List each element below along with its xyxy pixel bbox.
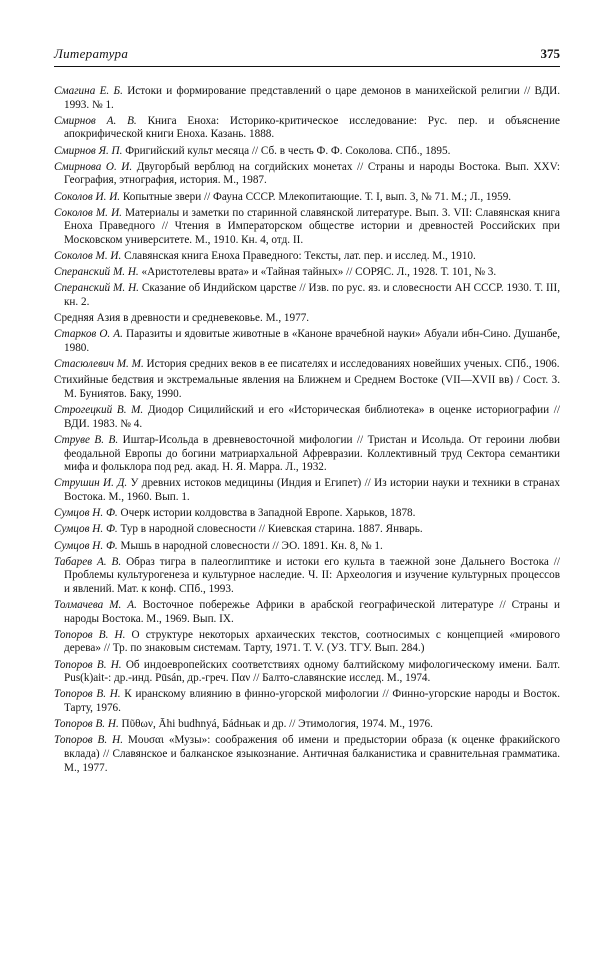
entry-author: Струве В. В. xyxy=(54,433,119,446)
bibliography-entry xyxy=(54,282,560,309)
entry-author: Топоров В. Н. xyxy=(54,658,122,671)
bibliography-list xyxy=(54,85,560,775)
entry-author: Табарев А. В. xyxy=(54,555,122,568)
entry-author: Топоров В. Н. xyxy=(54,718,119,731)
bibliography-entry xyxy=(54,477,560,504)
entry-author: Сумцов Н. Ф. xyxy=(54,523,118,536)
bibliography-entry xyxy=(54,688,560,715)
entry-author: Топоров В. Н. xyxy=(54,688,121,701)
bibliography-entry xyxy=(54,374,560,401)
bibliography-entry xyxy=(54,115,560,142)
entry-author: Смирнов Я. П. xyxy=(54,144,123,157)
entry-text: Копытные звери // Фауна СССР. Млекопитающие. Т. I, вып. 3, № 71. М.; Л., 1959. xyxy=(120,190,512,203)
entry-author: Строгецкий В. М. xyxy=(54,404,144,417)
entry-text: Стихийные бедствия и экстремальные явления на Ближнем и Среднем Востоке (VII—XVII вв) / Сост. З. М. Буниятов. Баку, 1990. xyxy=(54,374,560,400)
entry-author: Старков О. А. xyxy=(54,328,123,341)
entry-text: Фригийский культ месяца // Сб. в честь Ф. Ф. Соколова. СПб., 1895. xyxy=(122,144,451,157)
entry-text: «Аристотелевы врата» и «Тайная тайных» // СОРЯС. Л., 1928. Т. 101, № 3. xyxy=(138,266,497,279)
bibliography-entry xyxy=(54,328,560,355)
bibliography-entry xyxy=(54,145,560,159)
entry-text: История средних веков в ее писателях и исследованиях новейших ученых. СПб., 1906. xyxy=(143,358,560,371)
bibliography-entry xyxy=(54,434,560,475)
entry-author: Соколов И. И. xyxy=(54,190,121,203)
bibliography-entry xyxy=(54,734,560,775)
entry-text: К иранскому влиянию в финно-угорской мифологии // Финно-угорские народы и Восток. Тарту, 1976. xyxy=(64,688,561,714)
entry-text: Восточное побережье Африки в арабской географической литературе // Страны и народы Востока. М., 1969. Вып. IX. xyxy=(64,599,560,625)
bibliography-entry xyxy=(54,191,560,205)
entry-author: Топоров В. Н. xyxy=(54,628,126,641)
entry-text: Очерк истории колдовства в Западной Европе. Харьков, 1878. xyxy=(117,507,416,520)
entry-text: Двугорбый верблюд на согдийских монетах // Страны и народы Востока. Вып. XXV: География, этнография, история. М., 1987. xyxy=(64,160,560,187)
entry-author: Соколов М. И. xyxy=(54,206,122,219)
entry-author: Сумцов Н. Ф. xyxy=(54,507,118,520)
bibliography-entry xyxy=(54,85,560,112)
entry-text: Паразиты и ядовитые животные в «Каноне врачебной науки» Абуали ибн-Сино. Душанбе, 1980. xyxy=(64,328,560,355)
entry-author: Смирнова О. И. xyxy=(54,160,133,173)
entry-text: Сказание об Индийском царстве // Изв. по рус. яз. и словесности АН СССР. 1930. Т. III, кн. 2. xyxy=(64,282,560,309)
entry-text: Славянская книга Еноха Праведного: Тексты, лат. пер. и исслед. М., 1910. xyxy=(121,250,476,263)
entry-text: Образ тигра в палеоглиптике и истоки его культа в таежной зоне Дальнего Востока // Проблемы культурогенеза и культурное наследие. Ч. II: Археология и изучение культурных процессов и явлений. Мат. к конф. СПб., 1993. xyxy=(64,555,560,595)
bibliography-entry xyxy=(54,507,560,521)
bibliography-entry xyxy=(54,207,560,248)
bibliography-entry xyxy=(54,312,560,326)
entry-text: Средняя Азия в древности и средневековье. М., 1977. xyxy=(54,312,310,325)
entry-author: Толмачева М. А. xyxy=(54,599,137,612)
entry-author: Сумцов Н. Ф. xyxy=(54,539,118,552)
entry-text: У древних истоков медицины (Индия и Египет) // Из истории науки и техники в странах Востока. М., 1960. Вып. 1. xyxy=(64,477,560,503)
bibliography-entry xyxy=(54,540,560,554)
bibliography-entry xyxy=(54,718,560,732)
entry-author: Сперанский М. Н. xyxy=(54,266,139,279)
page-number: 375 xyxy=(540,46,560,61)
bibliography-entry xyxy=(54,266,560,280)
entry-text: Материалы и заметки по старинной славянской литературе. Вып. 3. VII: Славянская книга Еноха Праведного // Чтения в Императорском обществе истории и древностей Российских при Московском университете. М., 1910. Кн. 4, отд. II. xyxy=(64,206,560,246)
entry-text: Тур в народной словесности // Киевская старина. 1887. Январь. xyxy=(117,523,423,536)
entry-author: Соколов М. И. xyxy=(54,250,122,263)
entry-text: Об индоевропейских соответствиях одному балтийскому мифологическому имени. Балт. Pus(k)ait-: др.-инд. Pūsán, др.-греч. Παν // Балто-славянские исслед. М., 1974. xyxy=(64,658,560,685)
entry-text: О структуре некоторых архаических текстов, соотносимых с концепцией «мирового дерева» // Тр. по знаковым системам. Тарту, 1971. Т. V. (УЗ. ТГУ. Вып. 284.) xyxy=(64,628,560,655)
bibliography-entry xyxy=(54,659,560,686)
entry-text: Μουσαι «Музы»: соображения об имени и предыстории образа (к оценке фракийского вклада) // Славянское и балканское языкознание. Античная балканистика и сравнительная грамматика. М., 1977. xyxy=(64,734,560,774)
bibliography-entry xyxy=(54,250,560,264)
entry-author: Струшин И. Д. xyxy=(54,477,128,490)
entry-text: Истоки и формирование представлений о царе демонов в манихейской религии // ВДИ. 1993. № 1. xyxy=(64,85,561,111)
bibliography-entry xyxy=(54,358,560,372)
running-header xyxy=(54,46,560,67)
bibliography-entry xyxy=(54,523,560,537)
entry-author: Сперанский М. Н. xyxy=(54,282,139,295)
entry-author: Смирнов А. В. xyxy=(54,114,137,127)
entry-text: Πῦθων, Āhi budhnyá, Бádньак и др. // Этимология, 1974. М., 1976. xyxy=(118,718,433,731)
bibliography-entry xyxy=(54,599,560,626)
entry-author: Стасюлевич М. М. xyxy=(54,358,144,371)
bibliography-entry xyxy=(54,556,560,597)
entry-text: Иштар-Исольда в древневосточной мифологии // Тристан и Исольда. От героини любви феодальной Европы до богини матриархальной Афревразии. Коллективный труд Сектора семантики мифа и фольклора под ред. акад. Н. Я. Марра. Л., 1932. xyxy=(64,433,560,474)
entry-text: Диодор Сицилийский и его «Историческая библиотека» в оценке историографии // ВДИ. 1983. № 4. xyxy=(64,404,560,430)
entry-author: Топоров В. Н. xyxy=(54,734,123,747)
entry-author: Смагина Е. Б. xyxy=(54,85,123,97)
bibliography-entry xyxy=(54,161,560,188)
bibliography-entry xyxy=(54,404,560,431)
entry-text: Книга Еноха: Историко-критическое исследование: Рус. пер. и объяснение апокрифической книги Еноха. Казань. 1888. xyxy=(64,114,560,141)
section-title: Литература xyxy=(54,46,129,61)
entry-text: Мышь в народной словесности // ЭО. 1891. Кн. 8, № 1. xyxy=(117,539,383,552)
bibliography-entry xyxy=(54,629,560,656)
